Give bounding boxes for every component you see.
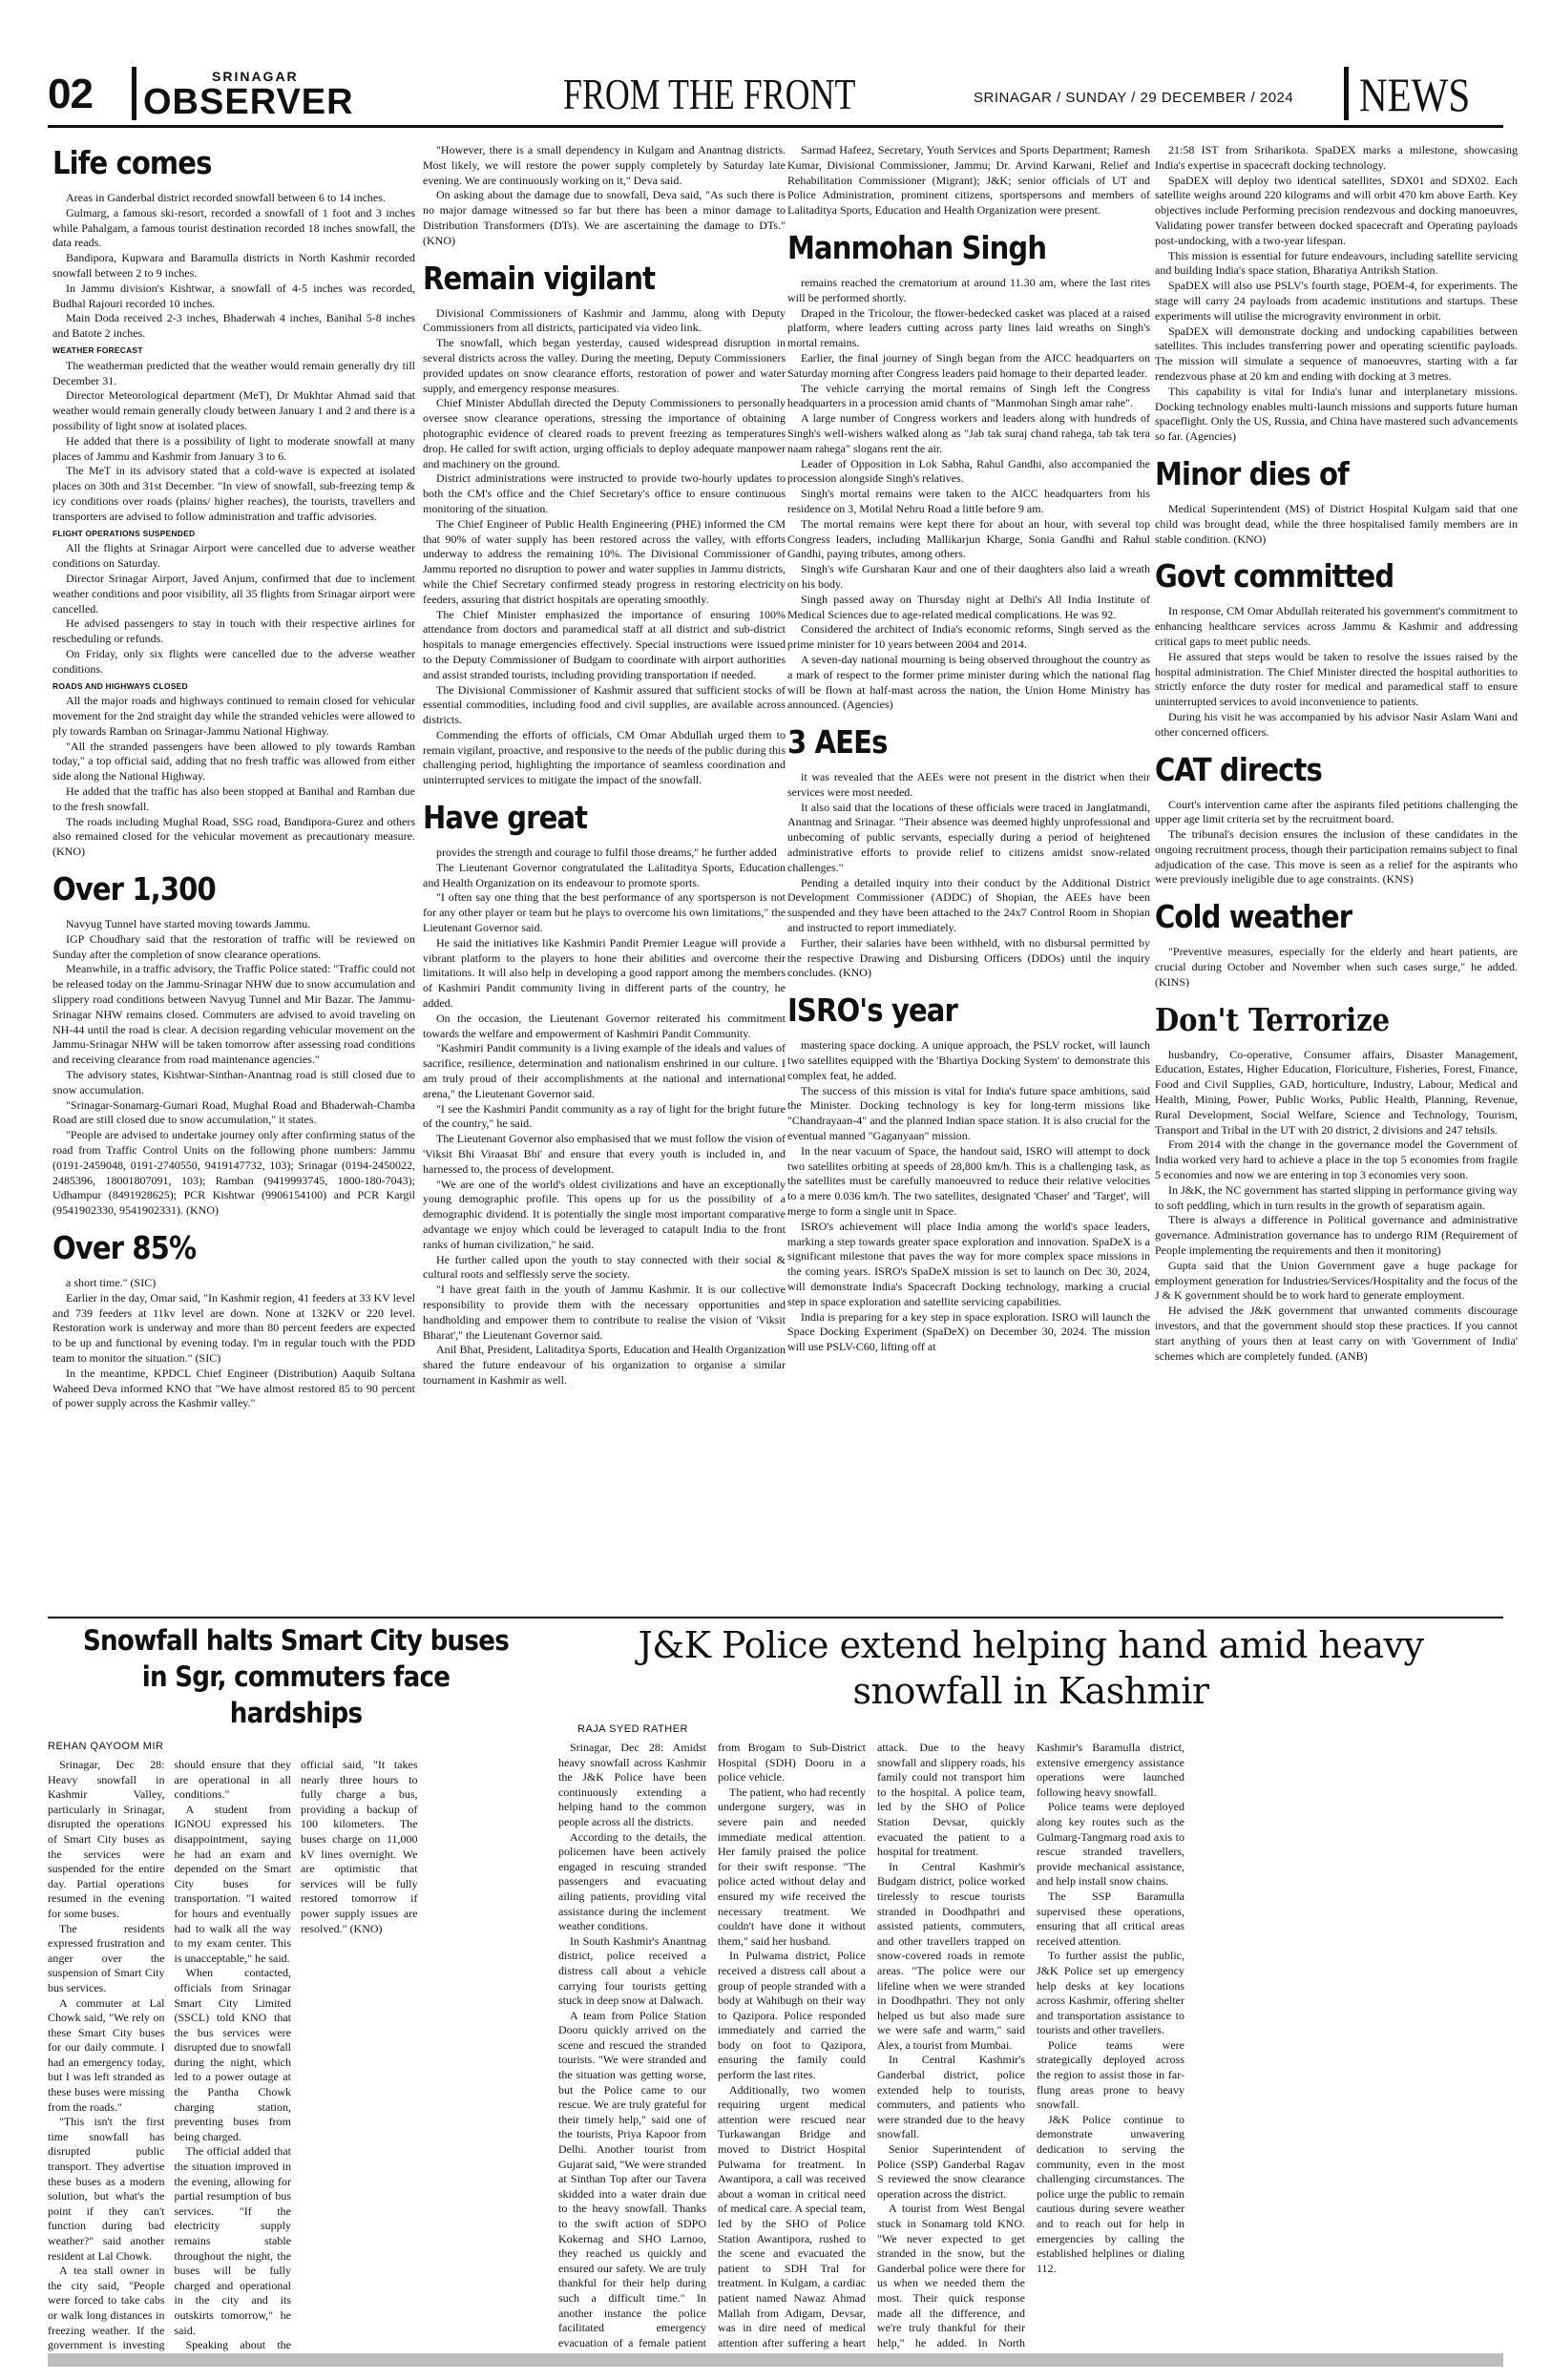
paragraph: it was revealed that the AEEs were not present in the district when their services were most needed. (787, 770, 1150, 799)
story-heading: Manmohan Singh (787, 228, 1047, 266)
paragraph: During his visit he was accompanied by his advisor Nasir Aslam Wani and other concerned officers. (1155, 709, 1518, 739)
paragraph: The patient, who had recently undergone surgery, was in severe pain and needed immediate medical attention. Her family praised the police for their swift response. "The police acted without delay and ensured my wife received the necessary treatment. We couldn't have done it without them," said her husband. (718, 1785, 866, 1948)
paragraph: A team from Police Station Dooru quickly arrived on the scene and rescued the stranded tourists. "We were stranded and the situation was getting worse, but the Police came to our rescue. We are truly grateful for their timely help," said one of the tourists, Priya Kapoor from Delhi. Another tourist from Gujarat said, "We were stranded at Sinthan Top after our Tavera skidded into a water drain due to the heavy snowfall. Thanks to the swift action of SDPO Kokernag and SHO Larnoo, they reached us quickly and ensured our safety. We are truly thankful for their help during such a difficult time." In another instance the police facilitated emergency evacuation of a female patient from Brogam to Sub-District Hospital (SDH) Dooru in a police vehicle. (558, 1741, 866, 2349)
paragraph: "We are one of the world's oldest civilizations and have an exceptionally young demographic profile. This opens up for us the possibility of a demographic dividend. It is potentially the single most important comparative advantage we enjoy which could be leveraged to catapult India to the front ranks of human civilization," he said. (423, 1177, 786, 1251)
story-heading: Minor dies of (1155, 454, 1349, 492)
paragraph: Leader of Opposition in Lok Sabha, Rahul Gandhi, also accompanied the procession alongside Singh's relatives. (787, 456, 1150, 486)
story-heading: 3 AEEs (787, 723, 888, 762)
column-3 (787, 143, 1150, 1603)
section-tag: NEWS (1359, 68, 1471, 121)
brand-city: SRINAGAR (212, 69, 299, 84)
paragraph: The Chief Minister emphasized the importance of ensuring 100% attendance from doctors and paramedical staff at all district and sub-district hospitals to manage emergencies effectively. Special instructions were issued to the Deputy Commissioner of Budgam to coordinate with airport authorities and assist stranded tourists, including providing transportation if needed. (423, 607, 786, 681)
story-heading: Have great (423, 799, 588, 837)
paragraph: The weatherman predicted that the weather would remain generally dry till December 31. (52, 358, 415, 387)
paragraph: In J&K, the NC government has started slipping in performance giving way to soft peddling, which in turn results in the growth of separatism again. (1155, 1182, 1518, 1212)
paragraph: Earlier in the day, Omar said, "In Kashmir region, 41 feeders at 33 KV level and 739 feeders at 11kv level are down. None at 132KV or 220 level. Restoration work is underway and more than 80 percent feeders are expected to be up and functional by evening today. I'm in regular touch with the PDD team to monitor the situation." (SIC) (52, 1290, 415, 1365)
story-heading: Over 1,300 (52, 870, 216, 908)
paragraph: "Kashmiri Pandit community is a living example of the ideals and values of sacrifice, resilience, determination and nationalism enshrined in our culture. I am truly proud of their accomplishments at the national and international arena," the Lieutenant Governor said. (423, 1041, 786, 1100)
section-title: FROM THE FRONT (563, 70, 856, 118)
paragraph: Singh's wife Gursharan Kaur and one of their daughters also laid a wreath on his body. (787, 562, 1150, 591)
paragraph: Srinagar, Dec 28: Amidst heavy snowfall across Kashmir the J&K Police have been continuously extending a helping hand to the common people across all the districts. (558, 1741, 706, 1828)
paragraph: Considered the architect of India's economic reforms, Singh served as the prime minister for 10 years between 2004 and 2014. (787, 622, 1150, 652)
paragraph: The vehicle carrying the mortal remains of Singh left the Congress headquarters in a procession amid chants of "Manmohan Singh amar rahe". (787, 381, 1150, 410)
subheading: WEATHER FORECAST (52, 344, 143, 355)
paragraph: Police teams were strategically deployed across the region to assist those in far-flung areas prone to heavy snowfall. (1037, 2037, 1184, 2112)
byline: REHAN QAYOOM MIR (48, 1741, 164, 1752)
paragraph: He further called upon the youth to stay connected with their social & cultural roots and selflessly serve the society. (423, 1252, 786, 1282)
paragraph: Medical Superintendent (MS) of District Hospital Kulgam said that one child was brought dead, while the three hospitalised family members are in stable condition. (KNO) (1155, 501, 1518, 546)
section-divider (48, 1617, 1503, 1618)
paragraph: The official added that the situation improved in the evening, allowing for partial resumption of bus services. "If the electricity supply remains stable throughout the night, the buses will be fully charged and operational in the city and its outskirts tomorrow," he said. (174, 2144, 291, 2337)
byline: RAJA SYED RATHER (577, 1723, 688, 1735)
story-smart-city-buses (48, 1622, 544, 2352)
paragraph: Earlier, the final journey of Singh began from the AICC headquarters on Saturday morning after Congress leaders paid homage to their departed leader. (787, 350, 1150, 380)
paragraph: mastering space docking. A unique approach, the PSLV rocket, will launch two satellites equipped with the 'Bhartiya Docking System' to demonstrate this complex feat, he added. (787, 1038, 1150, 1082)
paragraph: In Pulwama district, Police received a distress call about a group of people stranded with a body at Wahibugh on their way to Qazipora. Police responded immediately and carried the body on foot to Qazipora, ensuring the family could perform the last rites. (718, 1949, 866, 2082)
paragraph: This mission is essential for future endeavours, including satellite servicing and building India's space station, Bharatiya Antriksh Station. (1155, 248, 1518, 278)
paragraph: Court's intervention came after the aspirants filed petitions challenging the upper age limit criteria set by the recruitment board. (1155, 797, 1518, 826)
paragraph: Navyug Tunnel have started moving towards Jammu. (66, 917, 311, 931)
paragraph: "This isn't the first time snowfall has disrupted public transport. They advertise these buses as a modern solution, but what's the point if they can't function during bad weather?" said another resident at Lal Chowk. (48, 2115, 165, 2263)
paragraph: husbandry, Co-operative, Consumer affairs, Disaster Management, Education, Estates, Higher Education, Floriculture, Fisheries, Forest, Finance, Food and Civil Supplies, GAD, horticulture, Industry, Labour, Medical and Health, Mining, Power, Public Works, Public Health, Planning, Revenue, Rural Development, Social Welfare, Science and Technology, Tourism, Transport and Tribal in the UT with 20 district, 2 divisions and 247 tehsils. (1155, 1047, 1518, 1137)
paragraph: A tourist from West Bengal stuck in Sonamarg told KNO. "We never expected to get stranded in the snow, but the Ganderbal police were there for us when we needed them the most. Their quick response made all the difference, and we're truly thankful for their help," he added. In North Kashmir's Baramulla district, extensive emergency assistance operations were launched following heavy snowfall. (877, 1741, 1184, 2349)
paragraph: IGP Choudhary said that the restoration of traffic will be reviewed on Sunday after the completion of snow clearance operations. (52, 931, 415, 961)
paragraph: The Divisional Commissioner of Kashmir assured that sufficient stocks of essential commodities, including food and civil supplies, are available across districts. (423, 682, 786, 727)
story-body (558, 1741, 1503, 2361)
paragraph: All the major roads and highways continued to remain closed for vehicular movement for the 2nd straight day while the stranded vehicles were allowed to ply towards Ramban on Srinagar-Jammu National Highway. (52, 694, 415, 738)
paragraph: Singh passed away on Thursday night at Delhi's All India Institute of Medical Sciences due to age-related medical complications. He was 92. (787, 592, 1150, 621)
paragraph: Police teams were deployed along key routes such as the Gulmarg-Tangmarg road axis to rescue stranded travellers, provide mechanical assistance, and help install snow chains. (1037, 1800, 1184, 1889)
paragraph: He said the initiatives like Kashmiri Pandit Premier League will provide a vibrant platform to the players to hone their abilities and overcome their limitations. It will also help in developing a good rapport among the members of Kashmiri Pandit community living in different parts of the country, he added. (423, 935, 786, 1011)
paragraph: "All the stranded passengers have been allowed to ply towards Ramban today," a top official said, adding that no fresh traffic was allowed from either side along the National Highway. (52, 739, 415, 783)
story-headline: J&K Police extend helping hand amid heavy snowfall in Kashmir (638, 1624, 1424, 1712)
paragraph: "People are advised to undertake journey only after confirming status of the road from Traffic Control Units on the following phone numbers: Jammu (0191-2459048, 0191-2740550, 9419147732, 103); Srinagar (0194-2450022, 2485396, 18001807091, 103); Ramban (9419993745, 1800-180-7043); Udhampur (8491928625); PCR Kishtwar (9906154100) and PCR Kargil (9541902330, 9541902331). (KNO) (52, 1128, 415, 1218)
paragraph: The residents expressed frustration and anger over the suspension of Smart City bus services. (48, 1921, 165, 1994)
paragraph: remains reached the crematorium at around 11.30 am, where the last rites will be performed shortly. (787, 275, 1150, 304)
paragraph: Singh's mortal remains were taken to the AICC headquarters from his residence on 3, Motilal Nehru Road a little before 9 am. (787, 487, 1150, 515)
paragraph: Additionally, two women requiring urgent medical attention were rescued near Turkawangan Bridge and moved to District Hospital Pulwama for treatment. In Awantipora, a call was received about a woman in critical need of medical care. A special team, led by the SHO of Police Station Awantipora, rushed to the scene and evacuated the patient to SDH Tral for treatment. In Kulgam, a cardiac patient named Nawaz Ahmad Mallah from Adigam, Devsar, was in dire need of medical attention after suffering a heart attack. Due to the heavy snowfall and slippery roads, his family could not transport him to the hospital. A police team, led by the SHO of Police Station Devsar, quickly evacuated the patient to a hospital for treatment. (718, 1741, 1025, 2349)
paragraph: The Lieutenant Governor also emphasised that we must follow the vision of 'Viksit Bhi Viraasat Bhi' and ensure that every youth is included in, and harnessed to, the process of development. (423, 1132, 786, 1176)
paragraph: a short time." (SIC) (66, 1276, 157, 1289)
story-police-help (558, 1622, 1503, 2348)
paragraph: On the occasion, the Lieutenant Governor reiterated his commitment towards the welfare and empowerment of Kashmiri Pandit Community. (423, 1011, 786, 1040)
paragraph: In Jammu division's Kishtwar, a snowfall of 4-5 inches was recorded, Budhal Rajouri recorded 10 inches. (52, 281, 415, 310)
paragraph: "I have great faith in the youth of Jammu Kashmir. It is our collective responsibility to provide them with the necessary opportunities and handholding and empower them to contribute to realise the vision of 'Viksit Bharat'," the Lieutenant Governor said. (423, 1283, 786, 1342)
paragraph: A commuter at Lal Chowk said, "We rely on these Smart City buses for our daily commute. I had an emergency today, but I was left stranded as these buses were missing from the roads." (48, 1995, 165, 2114)
masthead-divider (132, 67, 136, 120)
story-heading: Cold weather (1155, 898, 1352, 936)
paragraph: Director Meteorological department (MeT), Dr Mukhtar Ahmad said that weather would remain generally cloudy between January 1 and 2 and there is a possibility of light snow at isolated places. (52, 388, 415, 432)
paragraph: This capability is vital for India's lunar and interplanetary missions. Docking technology enables multi-launch missions and supports future human spaceflight. Only the US, Russia, and China have mastered such advancements so far. (Agencies) (1155, 384, 1518, 444)
paragraph: According to the details, the policemen have been actively engaged in rescuing stranded passengers and evacuating ailing patients, providing vital assistance during the inclement weather conditions. (558, 1829, 706, 1933)
paragraph: Commending the efforts of officials, CM Omar Abdullah urged them to remain vigilant, proactive, and responsive to the needs of the public during this challenging period, highlighting the importance of seamless coordination and uninterrupted services to mitigate the impact of the snowfall. (423, 727, 786, 787)
paragraph: Draped in the Tricolour, the flower-bedecked casket was placed at a raised platform, where leaders cutting across party lines laid wreaths on Singh's mortal remains. (787, 305, 1150, 350)
paragraph: The tribunal's decision ensures the inclusion of these candidates in the ongoing recruitment process, though their participation remains subject to final adjudication of the case. This move is seen as a relief for the aspirants who were previously ineligible due to age constraints. (KNS) (1155, 827, 1518, 887)
column-2 (423, 143, 786, 1603)
paragraph: Meanwhile, in a traffic advisory, the Traffic Police stated: "Traffic could not be released today on the Jammu-Srinagar NHW due to snow accumulation and slippery road conditions between Navyug Tunnel and Mir Bazar. The Jammu-Srinagar NHW remains closed. Commuters are advised to avoid traveling on NH-44 until the road is clear. A decision regarding vehicular movement on the Jammu-Srinagar NHW will be taken tomorrow after assessing road conditions and receiving clearance from road maintenance agencies." (52, 962, 415, 1067)
paragraph: District administrations were instructed to provide two-hourly updates to both the CM's office and the Chief Secretary's office to ensure continuous monitoring of the situation. (423, 471, 786, 515)
paragraph: Gupta said that the Union Government gave a huge package for employment generation for Industries/Services/Hospitality and the focus of the J & K government should be to work hard to generate employment. (1155, 1258, 1518, 1303)
paragraph: Anil Bhat, President, Lalitaditya Sports, Education and Health Organization shared the future endeavour of his organization to organise a similar tournament in Kashmir as well. (423, 1343, 786, 1387)
paragraph: He added that the traffic has also been stopped at Banihal and Ramban due to the fresh snowfall. (52, 784, 415, 813)
paragraph: On asking about the damage due to snowfall, Deva said, "As such there is no major damage witnessed so far but there has been a minor damage to Distribution Transformers (DTs). We are ascertaining the damage to DTs." (KNO) (423, 188, 786, 247)
paragraph: SpaDEX will also use PSLV's fourth stage, POEM-4, for experiments. The stage will carry 24 payloads from academic institutions and startups. These experiments will utilise the microgravity environment in orbit. (1155, 279, 1518, 323)
paragraph: He added that there is a possibility of light to moderate snowfall at many places of Jammu and Kashmir from January 3 to 6. (52, 433, 415, 463)
paragraph: Gulmarg, a famous ski-resort, recorded a snowfall of 1 foot and 3 inches while Pahalgam, a famous tourist destination recorded 18 inches snowfall, the data reads. (52, 205, 415, 250)
story-heading: Don't Terrorize (1155, 1000, 1391, 1038)
paragraph: Director Srinagar Airport, Javed Anjum, confirmed that due to inclement weather conditions and poor visibility, all 35 flights from Srinagar airport were cancelled. (52, 571, 415, 616)
paragraph: He advised the J&K government that unwanted comments discourage investors, and that the government should stop these practices. If you cannot start anything of yours then at least carry on with 'Government of India' schemes which are completely funded. (ANB) (1155, 1304, 1518, 1363)
column-4 (1155, 143, 1518, 1603)
paragraph: In the meantime, KPDCL Chief Engineer (Distribution) Aaquib Sultana Waheed Deva informed KNO that "We have almost restored 85 to 90 percent of power supply across the Kashmir valley." (52, 1366, 415, 1410)
paragraph: A student from IGNOU expressed his disappointment, saying he had an exam and depended on the Smart City buses for transportation. "I waited for hours and eventually had to walk all the way to my exam center. This is unacceptable," he said. (174, 1802, 291, 1965)
paragraph: There is always a difference in Political governance and administrative governance. Administration governance has to undergo RIM (Requirement of People implementing the requirements and then it monitoring) (1155, 1213, 1518, 1258)
paragraph: SpaDEX will deploy two identical satellites, SDX01 and SDX02. Each satellite weighs around 220 kilograms and will orbit 470 km above Earth. Key objectives include Performing precision rendezvous and docking manoeuvres, Validating power transfer between docked spacecraft and Operating payloads post-undocking, with a two-year lifespan. (1155, 173, 1518, 247)
paragraph: ISRO's achievement will place India among the world's space leaders, marking a step towards greater space exploration and innovation. SpaDeX is a significant milestone that paves the way for more complex space missions in the coming years. ISRO's SpaDeX mission is set to launch on Dec 30, 2024, will demonstrate India's Spacecraft Docking technology, marking a crucial step in space exploration and satellite servicing capabilities. (787, 1219, 1150, 1308)
paragraph: "I see the Kashmiri Pandit community as a ray of light for the bright future of the country," he said. (423, 1101, 786, 1131)
paragraph: "Srinagar-Sonamarg-Gumari Road, Mughal Road and Bhaderwah-Chamba Road are still closed due to snow accumulation," it states. (52, 1097, 415, 1127)
paragraph: A large number of Congress workers and leaders along with hundreds of Singh's well-wishers walked along as "Jab tak suraj chand rahega, tab tak tera naam rahega" slogans rent the air. (787, 411, 1150, 455)
page-number: 02 (48, 71, 93, 117)
paragraph: He assured that steps would be taken to resolve the issues raised by the hospital administration. The Chief Minister directed the hospital authorities to strictly enforce the duty roster for medical and paramedical staff to ensure uninterrupted services to avoid inconvenience to patients. (1155, 649, 1518, 709)
paragraph: From 2014 with the change in the governance model the Government of India worked very hard to achieve a place in the top 5 economies from fragile 5 economies and now we are entering in top 3 economies very soon. (1155, 1138, 1518, 1182)
paragraph: Sarmad Hafeez, Secretary, Youth Services and Sports Department; Ramesh Kumar, Divisional Commissioner, Jammu; Dr. Arvind Karwani, Relief and Rehabilitation Commissioner (Migrant); J&K; senior officials of UT and Police Administration, prominent citizens, sportspersons and members of Lalitaditya Sports, Education and Health Organization were present. (787, 143, 1150, 218)
footer-bar (48, 2353, 1503, 2367)
paragraph: The roads including Mughal Road, SSG road, Bandipora-Gurez and others also remained closed for the vehicular movement as precautionary measure. (KNO) (52, 814, 415, 859)
paragraph: The advisory states, Kishtwar-Sinthan-Anantnag road is still closed due to snow accumulation. (52, 1068, 415, 1096)
paragraph: SpaDEX will demonstrate docking and undocking capabilities between satellites. This includes transferring power and operating scientific payloads. The mission will simulate a sequence of manoeuvres, starting with a far rendezvous phase at 20 km and ending with docking at 3 metres. (1155, 324, 1518, 383)
paragraph: "Preventive measures, especially for the elderly and heart patients, are crucial during October and November when such cases surge," he added. (KINS) (1155, 945, 1518, 989)
paragraph: "However, there is a small dependency in Kulgam and Anantnag districts. Most likely, we will restore the power supply completely by Saturday late evening. We are continuously working on it," Deva said. (423, 143, 786, 187)
paragraph: Divisional Commissioners of Kashmir and Jammu, along with Deputy Commissioners from all districts, participated via video link. (423, 305, 786, 335)
paragraph: The SSP Baramulla supervised these operations, ensuring that all critical areas received attention. (1037, 1889, 1184, 1948)
subheading: FLIGHT OPERATIONS SUSPENDED (52, 528, 196, 538)
paragraph: All the flights at Srinagar Airport were cancelled due to adverse weather conditions on Saturday. (52, 541, 415, 571)
paragraph: Srinagar, Dec 28: Heavy snowfall in Kashmir Valley, particularly in Srinagar, disrupted the operations of Smart City buses as the services were suspended for the entire day. Partial operations resumed in the evening for some buses. (48, 1758, 165, 1920)
paragraph: The Lieutenant Governor congratulated the Lalitaditya Sports, Education and Health Organization on its endeavour to promote sports. (423, 860, 786, 889)
paragraph: In the near vacuum of Space, the handout said, ISRO will attempt to dock two satellites orbiting at speeds of 28,800 km/h. This is a challenging task, as the satellites must be carefully manoeuvred to reduce their relative velocities to a mere 0.036 km/h. The two satellites, designated 'Chaser' and 'Target', will merge to form a single unit in Space. (787, 1143, 1150, 1219)
paragraph: In Central Kashmir's Budgam district, police worked tirelessly to rescue tourists stranded in Doodhpathri and assisted patients, commuters, and other travellers trapped on snow-covered roads in remote areas. "The police were our lifeline when we were stranded in Doodhpathri. They not only helped us but also made sure we were safe and warm," said Alex, a tourist from Mumbai. (877, 1859, 1025, 2052)
paragraph: Areas in Ganderbal district recorded snowfall between 6 to 14 inches. (66, 191, 386, 204)
paragraph: It also said that the locations of these officials were traced in Janglatmandi, Anantnag and Srinagar. "Their absence was deemed highly unprofessional and unbecoming of public servants, especially during a period of heightened administrative efforts to provide relief to citizens amidst snow-related challenges." (787, 800, 1150, 874)
paragraph: Bandipora, Kupwara and Baramulla districts in North Kashmir recorded snowfall between 2 to 9 inches. (52, 251, 415, 280)
dateline: SRINAGAR / SUNDAY / 29 DECEMBER / 2024 (974, 90, 1294, 106)
column-1 (52, 143, 415, 1603)
paragraph: The success of this mission is vital for India's future space ambitions, said the Minister. Docking technology is key for long-term missions like "Chandrayaan-4" and the planned Indian space station. It is also crucial for the eventual manned "Gaganyaan" mission. (787, 1083, 1150, 1143)
paragraph: Pending a detailed inquiry into their conduct by the Additional District Development Commissioner (ADDC) of Shopian, the AEEs have been suspended and they have been attached to the 24x7 Control Room in Shopian and instructed to report immediately. (787, 875, 1150, 935)
paragraph: Main Doda received 2-3 inches, Bhaderwah 4 inches, Banihal 5-8 inches and Batote 2 inches. (52, 311, 415, 341)
paragraph: India is preparing for a key step in space exploration. ISRO will launch the Space Docking Experiment (SpaDeX) on December 30, 2024. The mission will use PSLV-C60, lifting off at (787, 1309, 1150, 1354)
story-heading: ISRO's year (787, 992, 957, 1030)
paragraph: provides the strength and courage to fulfil those dreams," he further added (436, 846, 777, 860)
paragraph: To further assist the public, J&K Police set up emergency help desks at key locations across Kashmir, offering shelter and transportation assistance to tourists and other travellers. (1037, 1949, 1184, 2037)
story-headline: Snowfall halts Smart City buses in Sgr, commuters face hardships (82, 1624, 510, 1729)
brand-logo: OBSERVER (143, 82, 354, 122)
paragraph: Further, their salaries have been withheld, with no disbursal permitted by the respective Drawing and Disbursing Officers (DDOs) until the inquiry concludes. (KNO) (787, 935, 1150, 980)
paragraph: In response, CM Omar Abdullah reiterated his government's commitment to enhancing healthcare services across Jammu & Kashmir and addressing critical gaps to meet public needs. (1155, 604, 1518, 648)
subheading: ROADS AND HIGHWAYS CLOSED (52, 680, 188, 691)
paragraph: The snowfall, which began yesterday, caused widespread disruption in several districts across the valley. During the meeting, Deputy Commissioners provided updates on snow clearance efforts, restoration of power and water supply, and emergency response measures. (423, 336, 786, 395)
paragraph: J&K Police continue to demonstrate unwavering dedication to serving the community, even in the most challenging circumstances. The police urge the public to remain cautious during severe weather and to reach out for help in emergencies by calling the established helplines or dialing 112. (1037, 2112, 1184, 2275)
paragraph: Chief Minister Abdullah directed the Deputy Commissioners to personally oversee snow clearance operations, stressing the importance of obtaining photographic evidence of cleared roads to prevent freezing as temperatures drop. He called for swift action, urging officials to deploy adequate manpower and machinery on the ground. (423, 396, 786, 470)
story-heading: CAT directs (1155, 750, 1322, 788)
paragraph: Speaking about the official said, "It takes nearly three hours to fully charge a bus, providing a backup of 100 kilometers. The buses charge on 11,000 kV lines overnight. We are optimistic that services will be fully restored tomorrow if power supply issues are resolved." (KNO) (185, 1758, 418, 2352)
story-heading: Govt committed (1155, 557, 1394, 595)
paragraph: He advised passengers to stay in touch with their respective airlines for rescheduling or refunds. (52, 616, 415, 646)
paragraph: The Chief Engineer of Public Health Engineering (PHE) informed the CM that 90% of water supply has been restored across the valley, with efforts underway to address the remaining 10%. The Divisional Commissioner of Jammu reported no disruption to power and water supplies in Jammu districts, while the Chief Secretary confirmed steady progress in restoring electricity feeders, assuring that district hospitals are operating smoothly. (423, 516, 786, 606)
paragraph: The MeT in its advisory stated that a cold-wave is expected at isolated places on 30th and 31st December. "In view of snowfall, sub-freezing temp & icy conditions over roads (plains/ higher reaches), the tourists, travellers and transporters are advised to follow administration and traffic advisories. (52, 464, 415, 523)
paragraph: 21:58 IST from Sriharikota. SpaDEX marks a milestone, showcasing India's expertise in spacecraft docking technology. (1155, 143, 1518, 172)
paragraph: "I often say one thing that the best performance of any sportsperson is not for any other player or team but he plays to overcome his own limitations," the Lieutenant Governor said. (423, 890, 786, 935)
paragraph: When contacted, officials from Srinagar Smart City Limited (SSCL) told KNO that the bus services were disrupted due to snowfall during the night, which led to a power outage at the Pantha Chowk charging station, preventing buses from being charged. (174, 1966, 291, 2143)
masthead-divider-right (1344, 67, 1349, 120)
paragraph: On Friday, only six flights were cancelled due to the adverse weather conditions. (52, 646, 415, 676)
paragraph: A seven-day national mourning is being observed throughout the country as a mark of respect to the former prime minister during which the national flag will be flown at half-mast across the nation, the Union Home Ministry has announced. (Agencies) (787, 652, 1150, 712)
story-heading: Life comes (52, 144, 212, 181)
paragraph: In Central Kashmir's Ganderbal district, police extended help to tourists, commuters, and patients who were stranded due to the heavy snowfall. (877, 2053, 1025, 2141)
masthead (48, 61, 1503, 128)
story-heading: Over 85% (52, 1229, 197, 1266)
story-body (48, 1758, 544, 2378)
paragraph: In South Kashmir's Anantnag district, police received a distress call about a vehicle carrying four tourists getting stuck in deep snow at Dalwach. (558, 1933, 706, 2008)
story-heading: Remain vigilant (423, 259, 656, 297)
paragraph: A tea stall owner in the city said, "People were forced to take cabs or walk long distances in freezing weather. If the government is investing should ensure that they are operational in all conditions." (48, 1758, 291, 2352)
paragraph: Senior Superintendent of Police (SSP) Ganderbal Ragav S reviewed the snow clearance operation across the district. (877, 2142, 1025, 2201)
paragraph: The mortal remains were kept there for about an hour, with several top Congress leaders, including Mallikarjun Kharge, Sonia Gandhi and Rahul Gandhi, paying tributes, among others. (787, 516, 1150, 561)
